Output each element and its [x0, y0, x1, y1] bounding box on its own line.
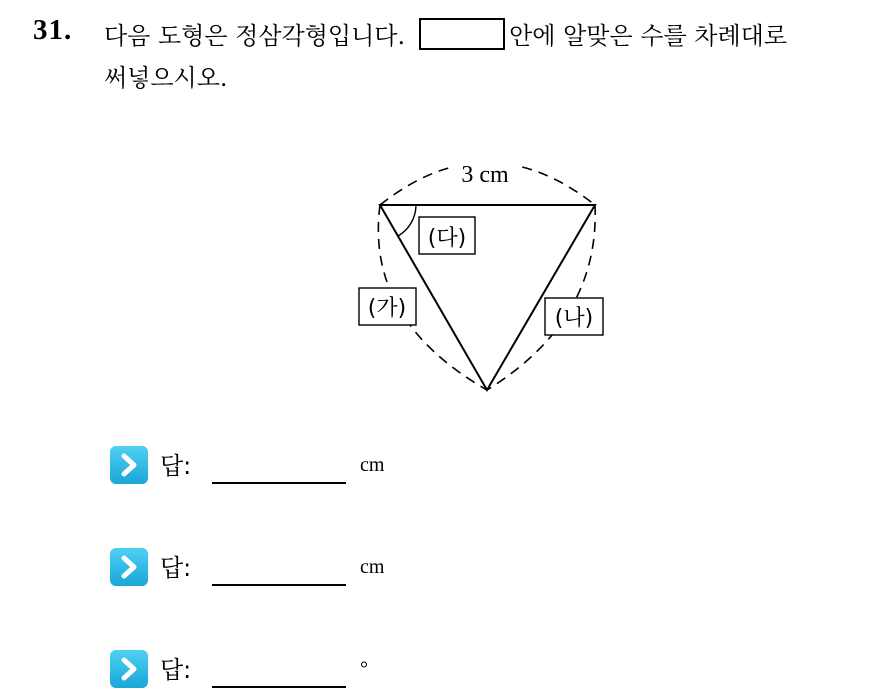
question-text-before-blank: 다음 도형은 정삼각형입니다.: [104, 22, 406, 50]
question-text-after-blank: 안에 알맞은 수를 차례대로: [509, 22, 788, 50]
answer-unit: cm: [360, 454, 385, 476]
answer-blank-1[interactable]: [212, 482, 346, 484]
answer-row-3: [110, 646, 510, 690]
answer-row-1: [110, 442, 510, 486]
answer-unit: °: [360, 658, 368, 680]
side-length-label: 3 cm: [461, 162, 509, 188]
chevron-right-icon: [110, 650, 148, 688]
answer-unit: cm: [360, 556, 385, 578]
answer-label: 답:: [160, 452, 192, 480]
answer-blank-2[interactable]: [212, 584, 346, 586]
chevron-right-icon: [110, 548, 148, 586]
angle-arc: [398, 205, 416, 236]
question-number: 31.: [33, 14, 73, 46]
answer-row-2: [110, 544, 510, 588]
answer-blank-3[interactable]: [212, 686, 346, 688]
label-ga: (가): [367, 296, 407, 321]
question-text-line2: 써넣으시오.: [104, 64, 228, 92]
answer-label: 답:: [160, 554, 192, 582]
answer-label: 답:: [160, 656, 192, 684]
chevron-right-icon: [110, 446, 148, 484]
label-da: (다): [427, 226, 467, 251]
label-na: (나): [554, 306, 594, 331]
